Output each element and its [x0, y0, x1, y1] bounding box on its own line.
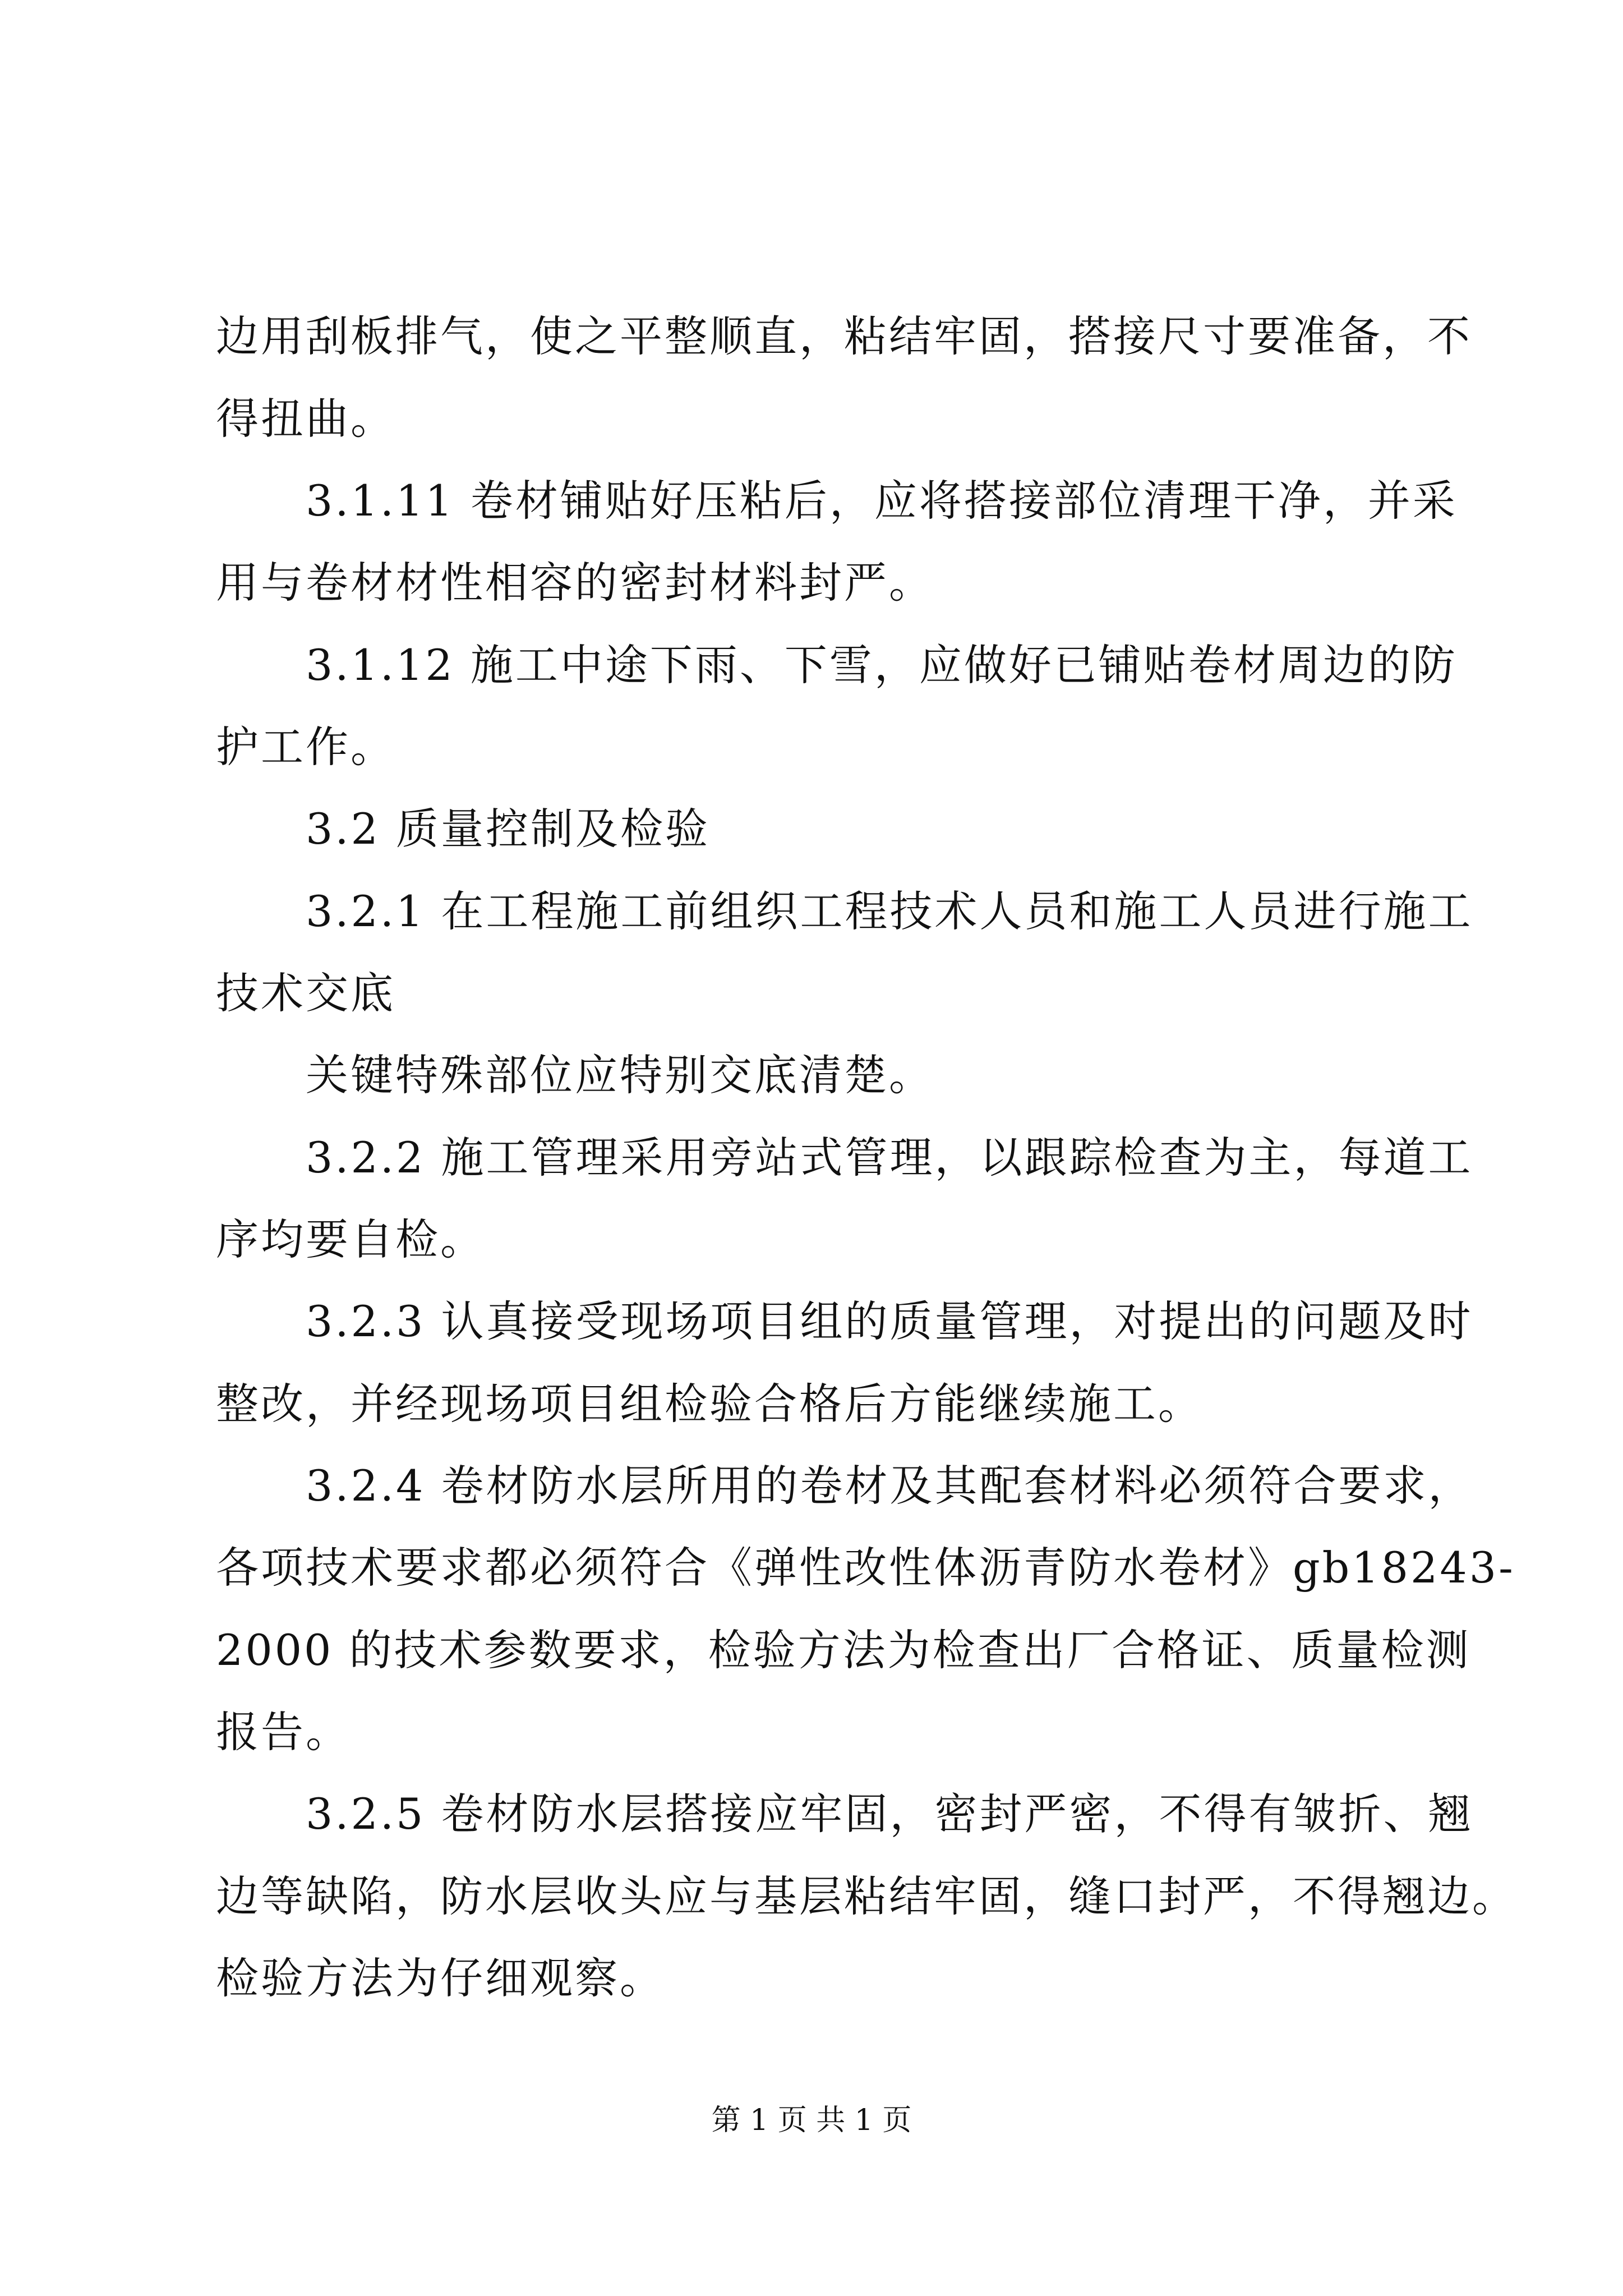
text-line: 关键特殊部位应特别交底清楚。 [306, 1050, 934, 1100]
text-line: 边等缺陷，防水层收头应与基层粘结牢固，缝口封严，不得翘边。 [216, 1871, 1517, 1921]
text-line: 3.2.2 施工管理采用旁站式管理，以跟踪检查为主，每道工 [306, 1133, 1473, 1182]
page-number-footer: 第 1 页 共 1 页 [711, 2104, 912, 2137]
text-line: 3.1.11 卷材铺贴好压粘后，应将搭接部位清理干净，并采 [306, 476, 1458, 526]
text-line: 用与卷材材性相容的密封材料封严。 [216, 558, 934, 608]
text-line: 序均要自检。 [216, 1214, 485, 1264]
text-line: 技术交底 [216, 968, 395, 1018]
text-line: 报告。 [216, 1707, 351, 1757]
text-line: 3.2 质量控制及检验 [306, 804, 711, 854]
text-line: 3.1.12 施工中途下雨、下雪，应做好已铺贴卷材周边的防 [306, 640, 1458, 690]
text-line: 检验方法为仔细观察。 [216, 1953, 665, 2003]
text-line: 各项技术要求都必须符合《弹性改性体沥青防水卷材》gb18243- [216, 1543, 1515, 1593]
text-line: 3.2.3 认真接受现场项目组的质量管理，对提出的问题及时 [306, 1296, 1473, 1346]
text-line: 3.2.4 卷材防水层所用的卷材及其配套材料必须符合要求， [306, 1461, 1473, 1511]
text-line: 整改，并经现场项目组检验合格后方能继续施工。 [216, 1379, 1203, 1429]
text-line: 护工作。 [216, 722, 395, 772]
text-line: 边用刮板排气，使之平整顺直，粘结牢固，搭接尺寸要准备，不 [216, 311, 1472, 361]
text-line: 2000 的技术参数要求，检验方法为检查出厂合格证、质量检测 [216, 1625, 1471, 1675]
text-line: 3.2.1 在工程施工前组织工程技术人员和施工人员进行施工 [306, 886, 1473, 936]
text-line: 3.2.5 卷材防水层搭接应牢固，密封严密，不得有皱折、翘 [306, 1789, 1473, 1839]
text-line: 得扭曲。 [216, 394, 395, 444]
